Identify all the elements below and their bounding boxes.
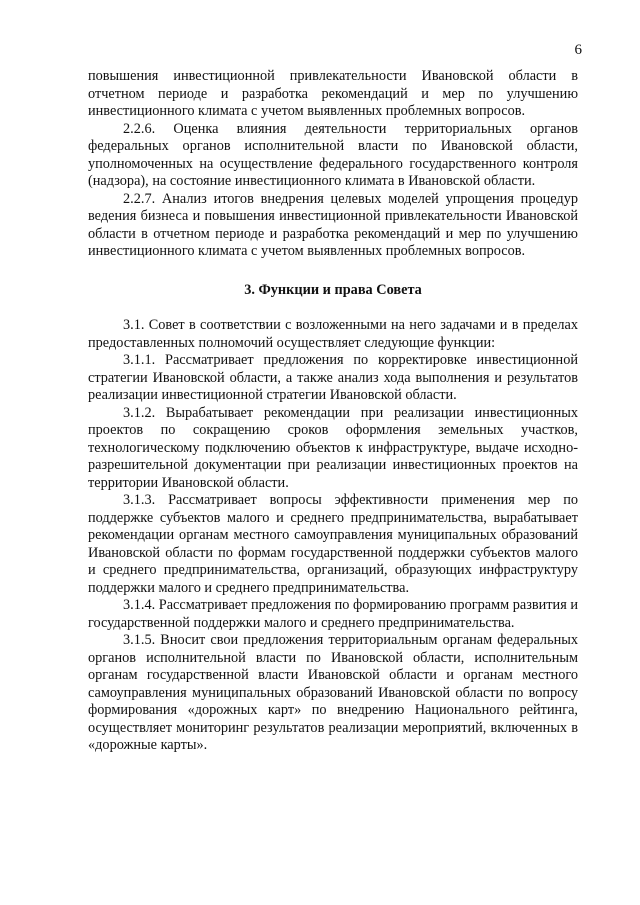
paragraph-2-2-7: 2.2.7. Анализ итогов внедрения целевых моделей упрощения процедур ведения бизнеса и повышения инвестиционной привлекательности Ивановской области в отчетном периоде и разработка рекомендаций и мер по улучшению инвестиционного климата с учетом выявленных проблемных вопросов.	[88, 190, 578, 259]
paragraph-3-1-3: 3.1.3. Рассматривает вопросы эффективности применения мер по поддержке субъектов малого и среднего предпринимательства, вырабатывает рекомендации органам местного самоуправления муниципальных образований Ивановской области по формам государственной поддержки субъектов малого и среднего предпринимательства, организаций, образующих инфраструктуру поддержки малого и среднего предпринимательства.	[88, 492, 578, 596]
paragraph-3-1-5: 3.1.5. Вносит свои предложения территориальным органам федеральных органов исполнительной власти по Ивановской области, исполнительным органам государственной власти Ивановской области и органам местного самоуправления муниципальных образований Ивановской области по вопросу формирования «дорожных карт» по внедрению Национального рейтинга, осуществляет мониторинг результатов реализации мероприятий, включенных в «дорожные карты».	[88, 632, 578, 753]
section-title: 3. Функции и права Совета	[244, 281, 422, 298]
page-number: 6	[574, 42, 582, 58]
document-body	[88, 68, 578, 755]
paragraph-3-1: 3.1. Совет в соответствии с возложенными на него задачами и в пределах предоставленных полномочий осуществляет следующие функции:	[88, 317, 578, 351]
paragraph-3-1-4: 3.1.4. Рассматривает предложения по формированию программ развития и государственной поддержки малого и среднего предпринимательства.	[88, 597, 578, 631]
paragraph-2-2-6: 2.2.6. Оценка влияния деятельности территориальных органов федеральных органов исполнительной власти по Ивановской области, уполномоченных на осуществление федерального государственного контроля (надзора), на состояние инвестиционного климата в Ивановской области.	[88, 120, 578, 189]
paragraph-continuation: повышения инвестиционной привлекательности Ивановской области в отчетном периоде и разработка рекомендаций и мер по улучшению инвестиционного климата с учетом выявленных проблемных вопросов.	[88, 68, 578, 119]
paragraph-3-1-1: 3.1.1. Рассматривает предложения по корректировке инвестиционной стратегии Ивановской области, а также анализ хода выполнения и результатов реализации инвестиционной стратегии Ивановской области.	[88, 352, 578, 403]
paragraph-3-1-2: 3.1.2. Вырабатывает рекомендации при реализации инвестиционных проектов по сокращению сроков оформления земельных участков, технологическому подключению объектов к инфраструктуре, выдаче исходно-разрешительной документации при реализации инвестиционных проектов на территории Ивановской области.	[88, 404, 578, 491]
